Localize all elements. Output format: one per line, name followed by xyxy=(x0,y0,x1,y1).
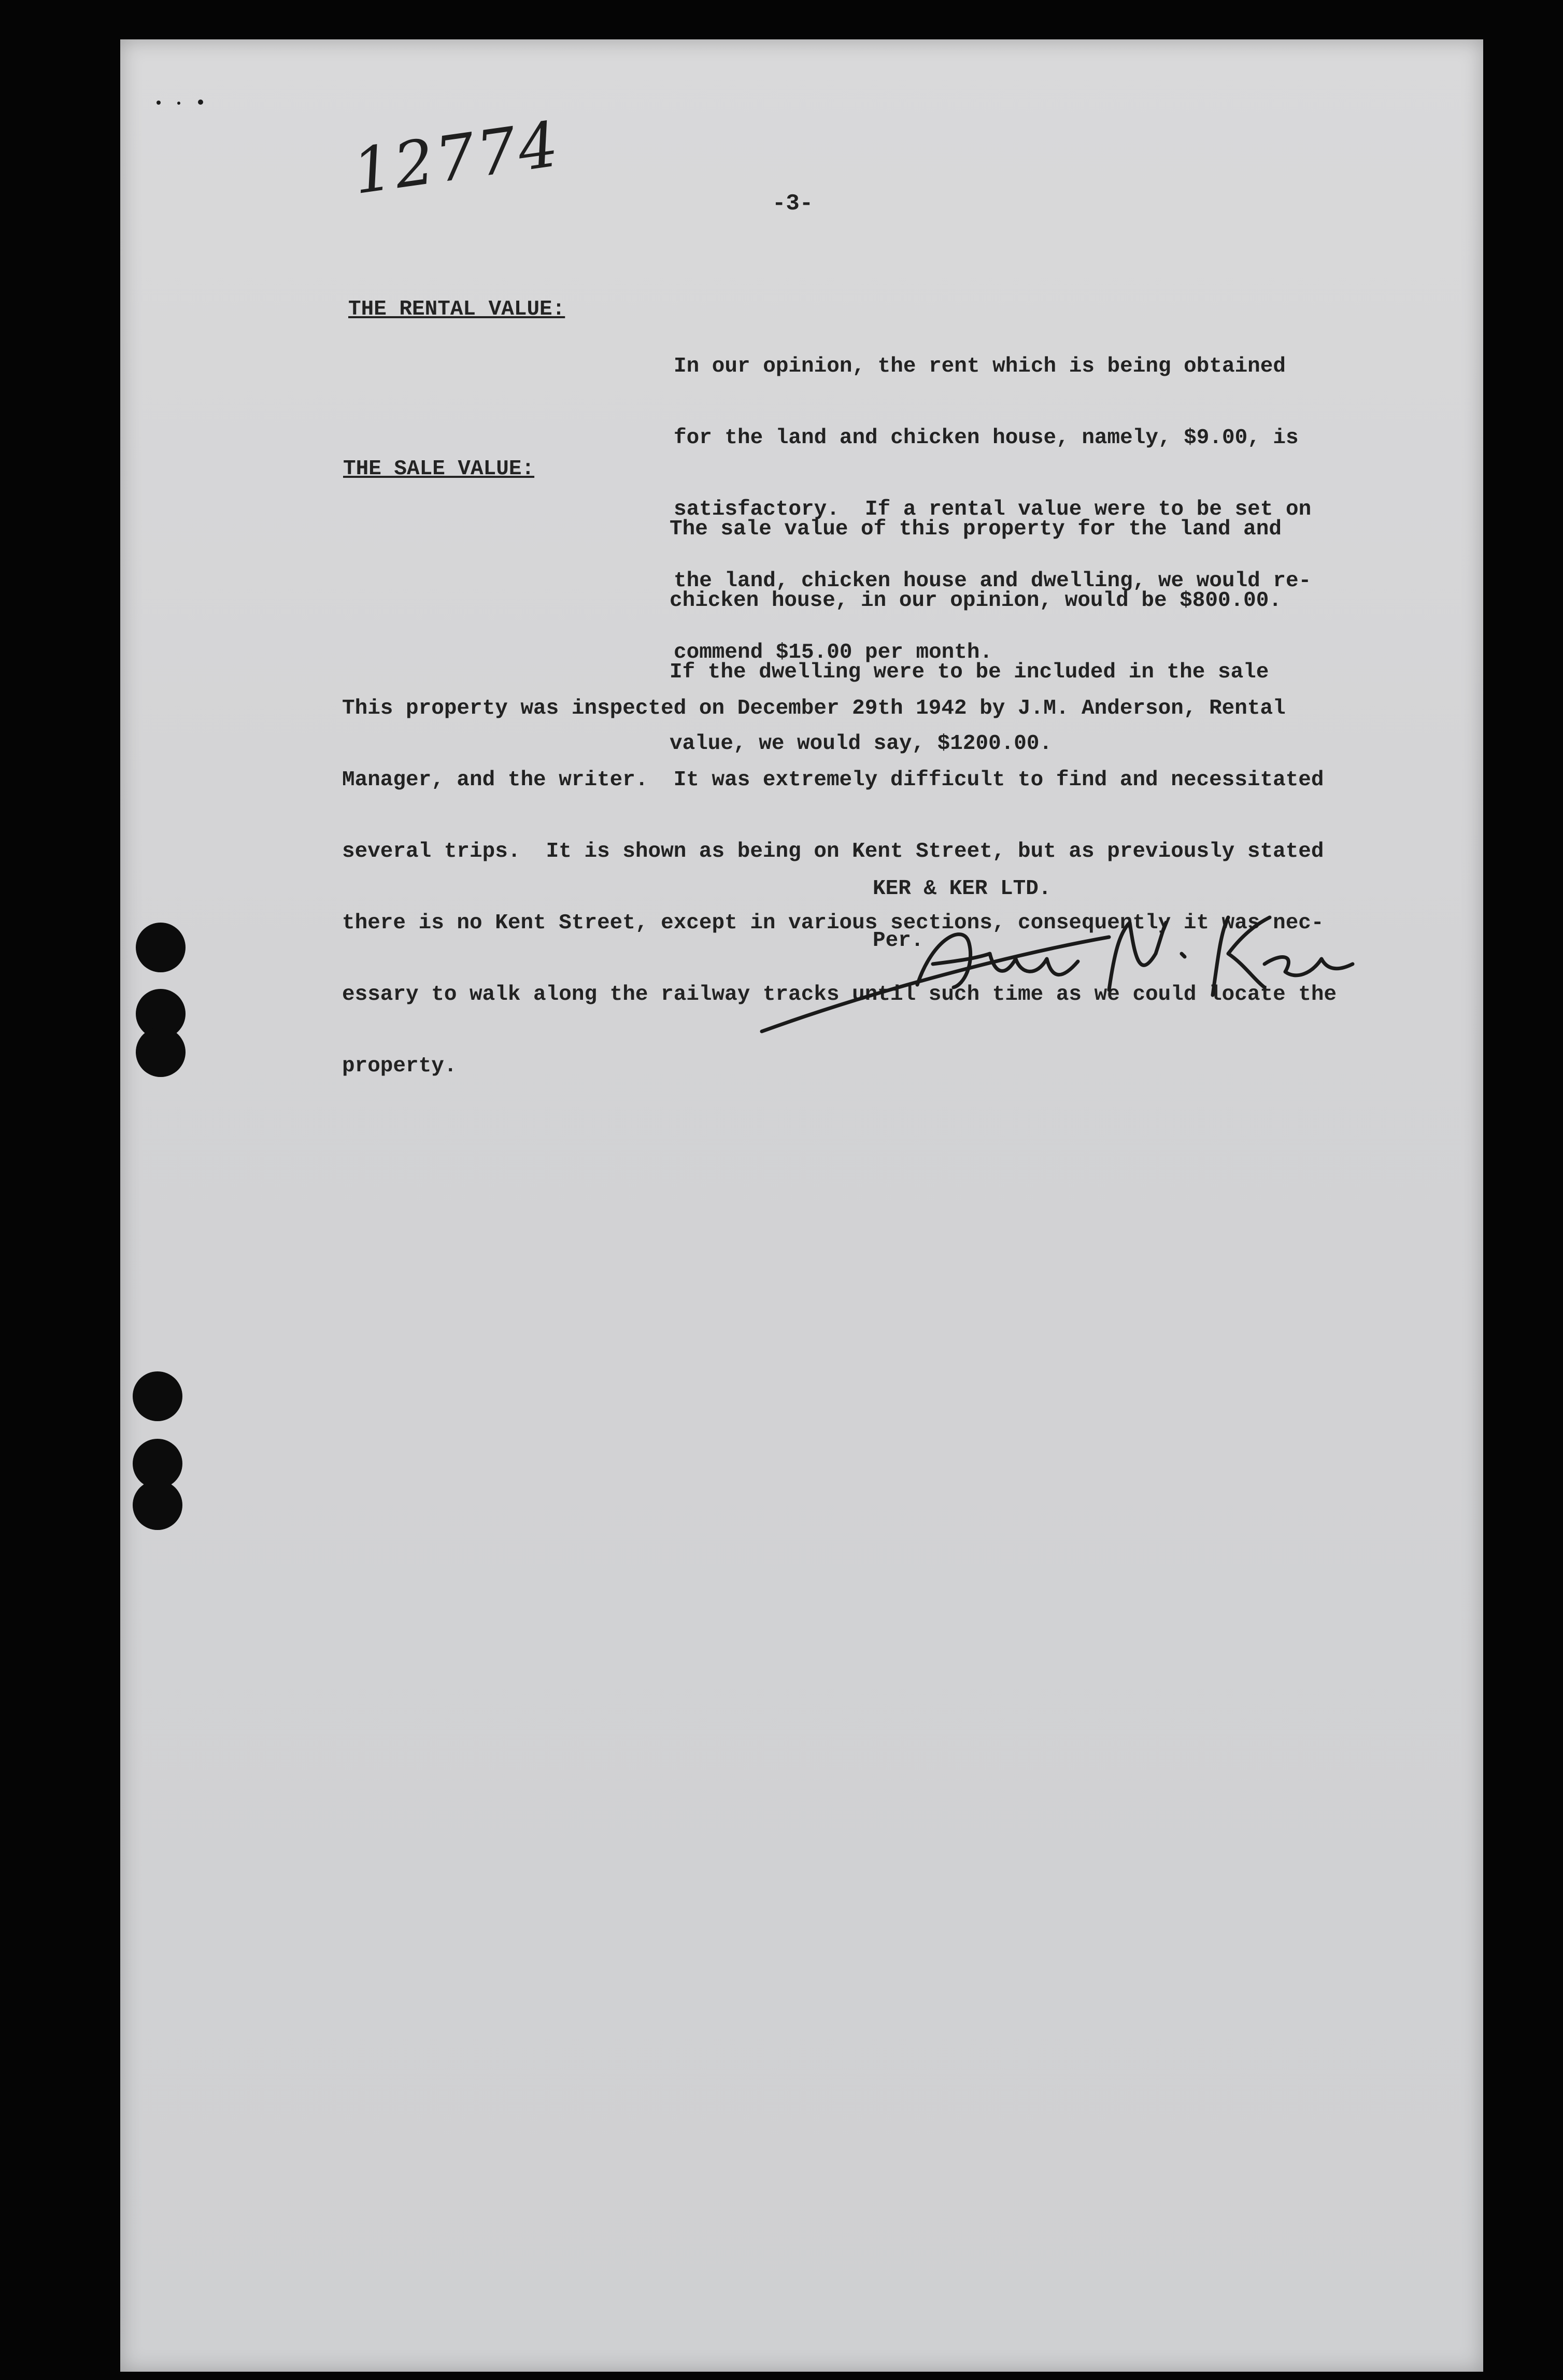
handwritten-signature xyxy=(746,876,1368,1047)
sale-value-label: THE SALE VALUE: xyxy=(343,457,535,481)
company-name: KER & KER LTD. xyxy=(873,877,1052,901)
sale-line: chicken house, in our opinion, would be $800.00. xyxy=(670,589,1282,613)
inspection-line: essary to walk along the railway tracks until such time as we could locate the xyxy=(342,983,1337,1007)
rental-line: commend $15.00 per month. xyxy=(674,641,993,664)
scan-speck xyxy=(198,100,203,105)
inspection-line: This property was inspected on December 29th 1942 by J.M. Anderson, Rental xyxy=(342,697,1286,720)
signature-per-label: Per. xyxy=(873,929,924,953)
page-number: -3- xyxy=(772,191,814,217)
scan-speck xyxy=(177,102,180,105)
sale-line: value, we would say, $1200.00. xyxy=(670,732,1053,756)
sale-line: If the dwelling were to be included in the sale xyxy=(670,660,1269,684)
punch-hole xyxy=(136,923,186,972)
inspection-line: several trips. It is shown as being on Kent Street, but as previously stated xyxy=(342,840,1324,863)
document-page xyxy=(120,39,1483,2372)
scan-speck xyxy=(157,101,161,105)
inspection-line: there is no Kent Street, except in various sections, consequently it was nec- xyxy=(342,911,1324,935)
punch-hole xyxy=(133,1480,182,1530)
punch-hole xyxy=(133,1371,182,1421)
inspection-line: Manager, and the writer. It was extremely difficult to find and necessitated xyxy=(342,768,1324,792)
rental-value-label: THE RENTAL VALUE: xyxy=(348,298,565,321)
sale-line: The sale value of this property for the land and xyxy=(670,517,1282,541)
rental-line: In our opinion, the rent which is being obtained xyxy=(674,355,1286,378)
rental-line: satisfactory. If a rental value were to be set on xyxy=(674,498,1312,521)
handwritten-file-number: 12774 xyxy=(348,108,565,209)
punch-hole xyxy=(136,1027,186,1077)
inspection-line: property. xyxy=(342,1054,457,1078)
rental-line: the land, chicken house and dwelling, we would re- xyxy=(674,569,1312,593)
rental-line: for the land and chicken house, namely, $9.00, is xyxy=(674,426,1299,450)
